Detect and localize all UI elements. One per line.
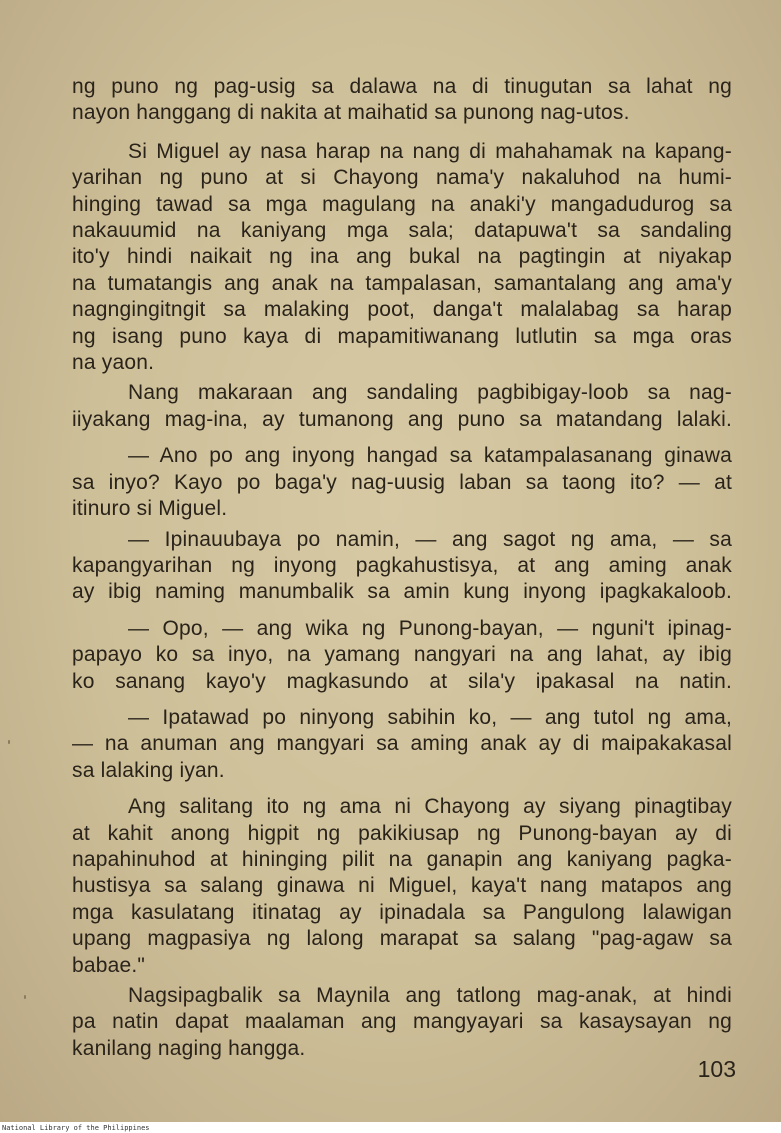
text-line: itinuro si Miguel.	[72, 497, 228, 521]
text-line: — Ipatawad po ninyong sabihin ko, — ang tutol ng ama,	[128, 705, 732, 729]
text-line: nakauumid na kaniyang mga sala; datapuwa't sa sandaling	[72, 219, 732, 243]
text-line: — na anuman ang mangyari sa aming anak ay di maipakakasal	[72, 732, 732, 756]
body-text	[72, 74, 732, 1062]
text-line: kanilang naging hangga.	[72, 1036, 306, 1060]
text-line: sa inyo? Kayo po baga'y nag-uusig laban sa taong ito? — at	[72, 470, 732, 494]
paragraph-2	[72, 139, 732, 377]
text-line: napahinuhod at hininging pilit na ganapin ang kaniyang pagka-	[72, 847, 732, 871]
text-line: na yaon.	[72, 351, 155, 375]
paragraph-9	[72, 983, 732, 1062]
text-line: hustisya sa salang ginawa ni Miguel, kaya't nang matapos ang	[72, 874, 732, 898]
text-line: ko sanang kayo'y magkasundo at sila'y ipakasal na natin.	[72, 669, 732, 693]
text-line: babae."	[72, 953, 146, 977]
text-line: Ang salitang ito ng ama ni Chayong ay siyang pinagtibay	[128, 795, 732, 819]
paragraph-7	[72, 705, 732, 784]
page-number: 103	[697, 1056, 736, 1082]
text-line: — Ano po ang inyong hangad sa katampalasanang ginawa	[128, 444, 732, 468]
paragraph-3	[72, 380, 732, 433]
text-line: pa natin dapat maalaman ang mangyayari sa kasaysayan ng	[72, 1010, 732, 1034]
text-line: papayo ko sa inyo, na yamang nangyari na ang lahat, ay ibig	[72, 643, 732, 667]
paragraph-6	[72, 616, 732, 695]
text-line: Nagsipagbalik sa Maynila ang tatlong mag-anak, at hindi	[128, 984, 732, 1007]
watermark-text: National Library of the Philippines	[2, 1124, 150, 1132]
text-line: ay ibig naming manumbalik sa amin kung inyong ipagkakaloob.	[72, 580, 732, 604]
text-line: ito'y hindi naikait ng ina ang bukal na pagtingin at niyakap	[72, 245, 732, 269]
paper-speck	[8, 740, 10, 744]
text-line: nagngingitngit sa malaking poot, danga't malalabag sa harap	[72, 298, 732, 322]
text-line: hinging tawad sa mga magulang na anaki'y mangadudurog sa	[72, 192, 732, 216]
text-line: nayon hanggang di nakita at maihatid sa punong nag-utos.	[72, 101, 630, 125]
text-line: Si Miguel ay nasa harap na nang di mahahamak na kapang-	[128, 139, 732, 163]
paragraph-4	[72, 443, 732, 522]
paragraph-8	[72, 794, 732, 979]
text-line: iiyakang mag-ina, ay tumanong ang puno sa matandang lalaki.	[72, 407, 732, 431]
text-line: at kahit anong higpit ng pakikiusap ng Punong-bayan ay di	[72, 821, 732, 845]
paper-speck	[24, 995, 26, 999]
text-line: — Ipinauubaya po namin, — ang sagot ng ama, — sa	[128, 527, 732, 551]
text-line: ng puno ng pag-usig sa dalawa na di tinugutan sa lahat ng	[72, 75, 732, 98]
text-line: ng isang puno kaya di mapamitiwanang lutlutin sa mga oras	[72, 324, 732, 348]
text-line: kapangyarihan ng inyong pagkahustisya, at ang aming anak	[72, 553, 732, 577]
paragraph-1	[72, 74, 732, 127]
text-line: sa lalaking iyan.	[72, 758, 225, 782]
text-line: na tumatangis ang anak na tampalasan, samantalang ang ama'y	[72, 271, 732, 295]
text-line: yarihan ng puno at si Chayong nama'y nakaluhod na humi-	[72, 166, 732, 190]
text-line: Nang makaraan ang sandaling pagbibigay-loob sa nag-	[128, 381, 732, 405]
text-line: — Opo, — ang wika ng Punong-bayan, — nguni't ipinag-	[128, 616, 732, 640]
text-line: mga kasulatang itinatag ay ipinadala sa Pangulong lalawigan	[72, 900, 732, 924]
paragraph-5	[72, 527, 732, 606]
text-line: upang magpasiya ng lalong marapat sa salang "pag-agaw sa	[72, 927, 732, 951]
